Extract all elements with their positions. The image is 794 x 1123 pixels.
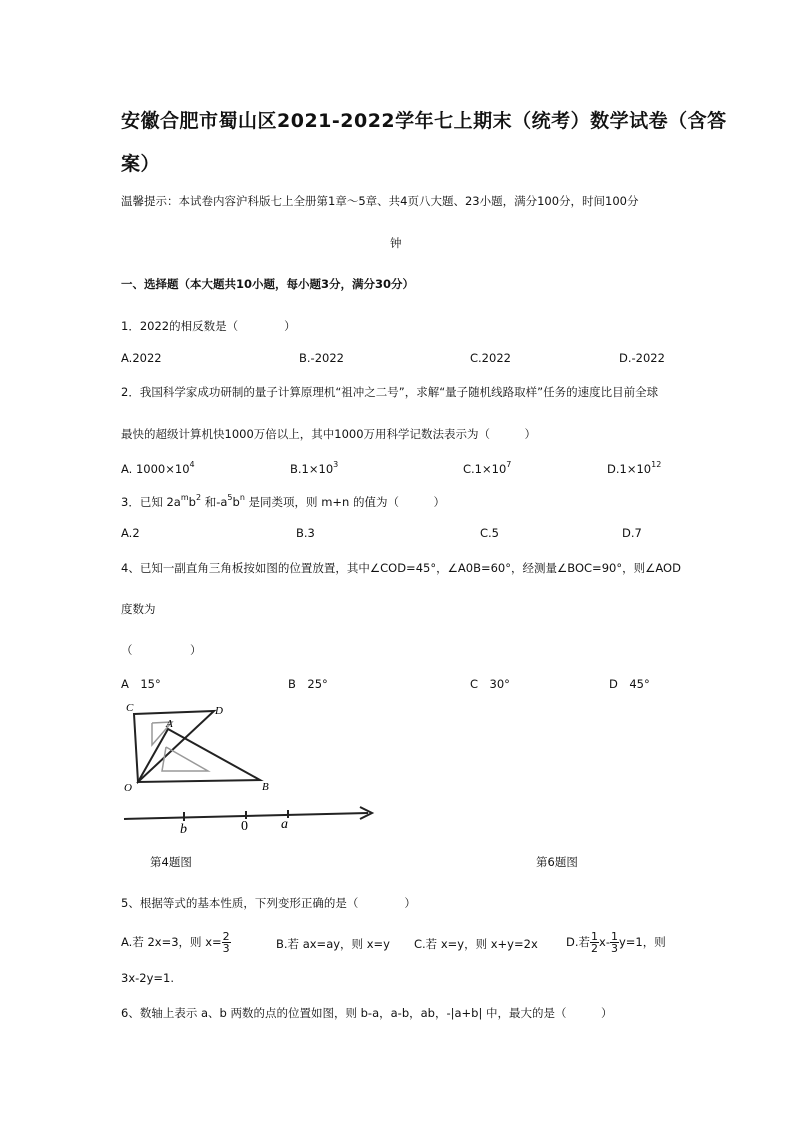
label-d: D xyxy=(215,705,223,717)
question-2-option-c: $C.1\times 10^7$ xyxy=(463,460,512,476)
question-5-option-d-continued: 3x-2y=1. xyxy=(121,971,175,985)
label-c: C xyxy=(126,702,134,714)
figure-caption-q4: 第4题图 xyxy=(150,855,192,869)
axis-label-a: a xyxy=(281,817,288,832)
notice-line2: 钟 xyxy=(390,236,402,250)
label-o: O xyxy=(124,782,132,794)
section-heading: 一、选择题（本大题共10小题，每小题3分，满分30分） xyxy=(121,277,415,291)
question-3-stem: 3．已知 $2a^mb^2$ 和$-a^5b^n$ 是同类项，则 m+n 的值为（ ） xyxy=(121,493,445,509)
question-2-option-b: $B.1\times 10^3$ xyxy=(290,460,339,476)
question-5-option-a: A.若 2x=3，则 x= $\frac{2}{3}$ xyxy=(121,930,230,955)
set-square-60 xyxy=(138,729,260,782)
label-a: A xyxy=(166,718,173,730)
question-3-option-d: D.7 xyxy=(622,526,642,540)
doc-title-line2: 案） xyxy=(121,153,161,175)
question-4-stem-line2: 度数为 xyxy=(121,602,156,616)
question-4-option-c: C 30° xyxy=(470,677,510,691)
question-5-option-c: C.若 x=y，则 x+y=2x xyxy=(414,937,538,951)
question-4-and-6-figures xyxy=(110,695,410,845)
question-1-stem: 1．2022的相反数是（ ） xyxy=(121,319,296,333)
question-2-stem-line2: 最快的超级计算机快1000万倍以上，其中1000万用科学记数法表示为（ ） xyxy=(121,427,537,441)
question-5-option-b: B.若 ax=ay，则 x=y xyxy=(276,937,390,951)
question-6-stem: 6、数轴上表示 a、b 两数的点的位置如图，则 b-a，a-b，ab，-|a+b| 中，最大的是（ ） xyxy=(121,1006,613,1020)
question-3-option-a: A.2 xyxy=(121,526,140,540)
figure-caption-q6: 第6题图 xyxy=(536,855,578,869)
question-4-stem-line3: （ ） xyxy=(121,643,202,657)
question-4-option-d: D 45° xyxy=(609,677,650,691)
question-2-stem-line1: 2．我国科学家成功研制的量子计算原理机“祖冲之二号”，求解“量子随机线路取样”任务的速度比目前全球 xyxy=(121,385,659,399)
question-1-option-a: A.2022 xyxy=(121,351,162,365)
question-3-option-c: C.5 xyxy=(480,526,500,540)
axis-label-b: b xyxy=(180,822,187,837)
question-4-option-b: B 25° xyxy=(288,677,328,691)
question-1-option-b: B.-2022 xyxy=(299,351,344,365)
question-2-option-d: $D.1\times 10^{12}$ xyxy=(607,460,662,476)
question-5-stem: 5、根据等式的基本性质，下列变形正确的是（ ） xyxy=(121,896,416,910)
notice-line1: 温馨提示：本试卷内容沪科版七上全册第1章～5章、共4页八大题、23小题，满分100分，时间100分 xyxy=(121,194,639,208)
question-3-option-b: B.3 xyxy=(296,526,315,540)
question-4-stem-line1: 4、已知一副直角三角板按如图的位置放置，其中∠COD=45°，∠A0B=60°，经测量∠BOC=90°，则∠AOD xyxy=(121,561,681,575)
axis-label-zero: 0 xyxy=(241,819,248,834)
question-4-option-a: A 15° xyxy=(121,677,161,691)
set-square-60-inner xyxy=(162,747,208,771)
doc-title-line1: 安徽合肥市蜀山区2021-2022学年七上期末（统考）数学试卷（含答 xyxy=(121,110,727,132)
question-1-option-d: D.-2022 xyxy=(619,351,665,365)
label-b: B xyxy=(262,781,269,793)
question-5-option-d: D.若 $\frac{1}{2}$ x- $\frac{1}{3}$ y=1，则 xyxy=(566,930,666,955)
question-1-option-c: C.2022 xyxy=(470,351,511,365)
question-2-option-a: A. $1000\times 10^4$ xyxy=(121,460,195,476)
